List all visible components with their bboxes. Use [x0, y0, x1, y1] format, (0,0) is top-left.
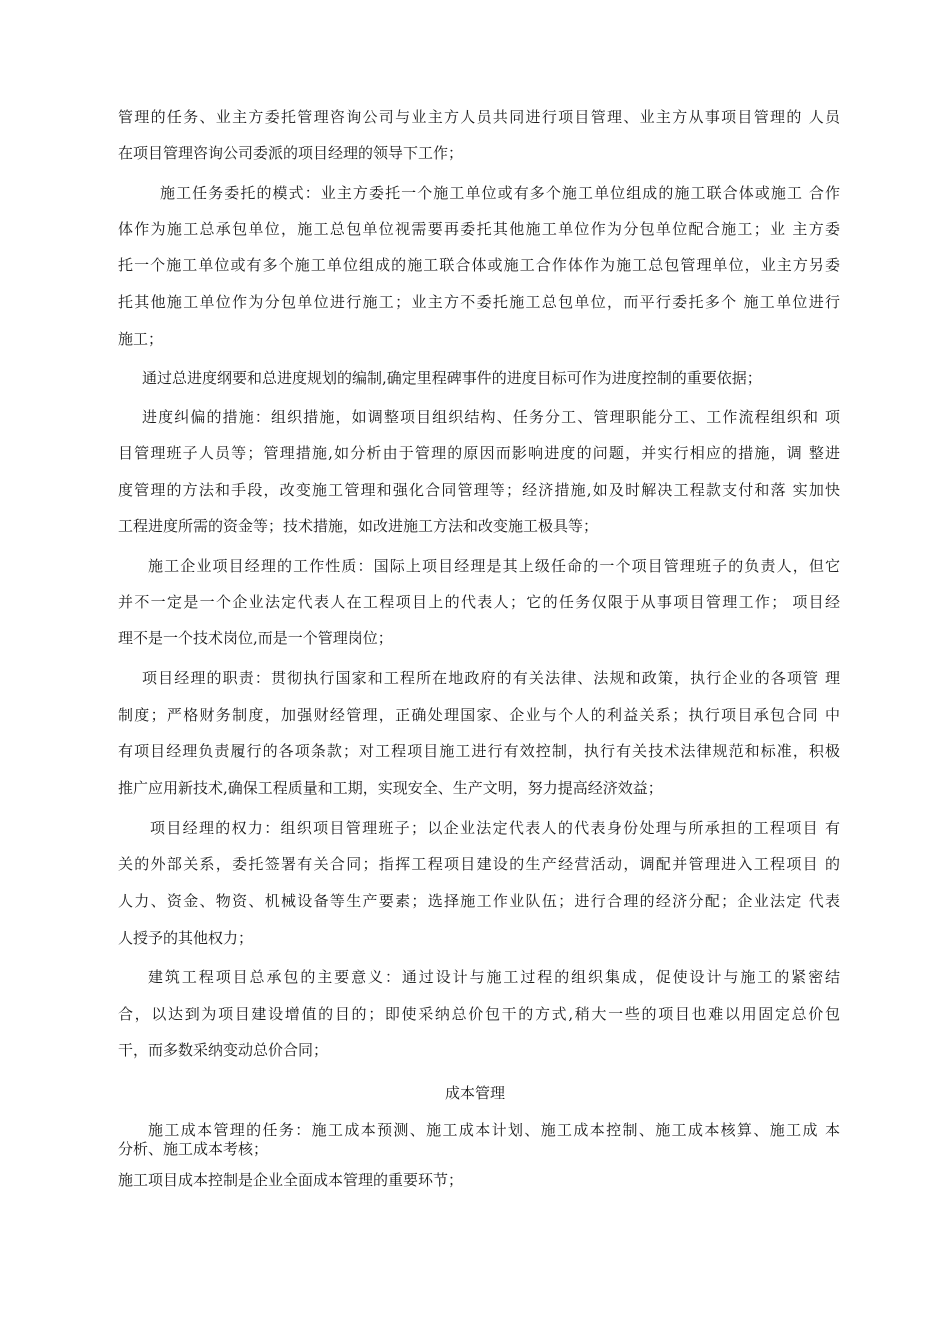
section-paragraph-2-line-1: 施工项目成本控制是企业全面成本管理的重要环节；: [118, 1171, 464, 1189]
section-heading: 成本管理: [444, 1084, 505, 1102]
paragraph-2-line-4: 托其他施工单位作为分包单位进行施工；业主方不委托施工总包单位，而平行委托多个 施工单位进行: [118, 293, 840, 311]
paragraph-8-line-1: 建筑工程项目总承包的主要意义：通过设计与施工过程的组织集成，促使设计与施工的紧密结: [148, 968, 840, 986]
paragraph-1-line-1: 管理的任务、业主方委托管理咨询公司与业主方人员共同进行项目管理、业主方从事项目管理的 人员: [118, 108, 840, 126]
paragraph-6-line-4: 推广应用新技术,确保工程质量和工期，实现安全、生产文明，努力提高经济效益；: [118, 779, 663, 797]
paragraph-7-line-3: 人力、资金、物资、机械设备等生产要素；选择施工作业队伍；进行合理的经济分配；企业法定 代表: [118, 892, 840, 910]
paragraph-1-line-2: 在项目管理咨询公司委派的项目经理的领导下工作；: [118, 144, 464, 162]
paragraph-2-line-2: 体作为施工总承包单位，施工总包单位视需要再委托其他施工单位作为分包单位配合施工；业 主方委: [118, 220, 840, 238]
paragraph-8-line-2: 合，以达到为项目建设增值的目的；即使采纳总价包干的方式,稍大一些的项目也难以用固定总价包: [118, 1005, 840, 1023]
paragraph-3-line-1: 通过总进度纲要和总进度规划的编制,确定里程碑事件的进度目标可作为进度控制的重要依据；: [142, 369, 762, 387]
paragraph-8-line-3: 干，而多数采纳变动总价合同；: [118, 1041, 329, 1059]
paragraph-2-line-3: 托一个施工单位或有多个施工单位组成的施工联合体或施工合作体作为施工总包管理单位，业主方另委: [118, 256, 840, 274]
paragraph-7-line-2: 关的外部关系，委托签署有关合同；指挥工程项目建设的生产经营活动，调配并管理进入工程项目 的: [118, 855, 840, 873]
paragraph-7-line-4: 人授予的其他权力；: [118, 929, 254, 947]
paragraph-4-line-4: 工程进度所需的资金等；技术措施，如改进施工方法和改变施工极具等；: [118, 517, 599, 535]
paragraph-5-line-2: 并不一定是一个企业法定代表人在工程项目上的代表人；它的任务仅限于从事项目管理工作； 项目经: [118, 593, 840, 611]
paragraph-6-line-3: 有项目经理负责履行的各项条款；对工程项目施工进行有效控制，执行有关技术法律规范和标准，积极: [118, 742, 840, 760]
paragraph-7-line-1: 项目经理的权力：组织项目管理班子；以企业法定代表人的代表身份处理与所承担的工程项目 有: [150, 819, 840, 837]
paragraph-4-line-1: 进度纠偏的措施：组织措施，如调整项目组织结构、任务分工、管理职能分工、工作流程组织和 项: [142, 408, 840, 426]
paragraph-6-line-1: 项目经理的职责：贯彻执行国家和工程所在地政府的有关法律、法规和政策，执行企业的各项管 理: [142, 669, 840, 687]
paragraph-6-line-2: 制度；严格财务制度，加强财经管理，正确处理国家、企业与个人的利益关系；执行项目承包合同 中: [118, 706, 840, 724]
paragraph-4-line-2: 目管理班子人员等；管理措施,如分析由于管理的原因而影响进度的问题，并实行相应的措施，调 整进: [118, 444, 840, 462]
section-paragraph-1-line-1: 施工成本管理的任务：施工成本预测、施工成本计划、施工成本控制、施工成本核算、施工成 本: [148, 1121, 840, 1139]
section-paragraph-1-line-2: 分析、施工成本考核；: [118, 1140, 269, 1158]
paragraph-4-line-3: 度管理的方法和手段，改变施工管理和强化合同管理等；经济措施,如及时解决工程款支付和落 实加快: [118, 481, 840, 499]
paragraph-2-line-1: 施工任务委托的模式：业主方委托一个施工单位或有多个施工单位组成的施工联合体或施工 合作: [160, 184, 840, 202]
paragraph-2-line-5: 施工；: [118, 330, 164, 348]
paragraph-5-line-3: 理不是一个技术岗位,而是一个管理岗位；: [118, 629, 393, 647]
paragraph-5-line-1: 施工企业项目经理的工作性质：国际上项目经理是其上级任命的一个项目管理班子的负责人，但它: [148, 557, 840, 575]
